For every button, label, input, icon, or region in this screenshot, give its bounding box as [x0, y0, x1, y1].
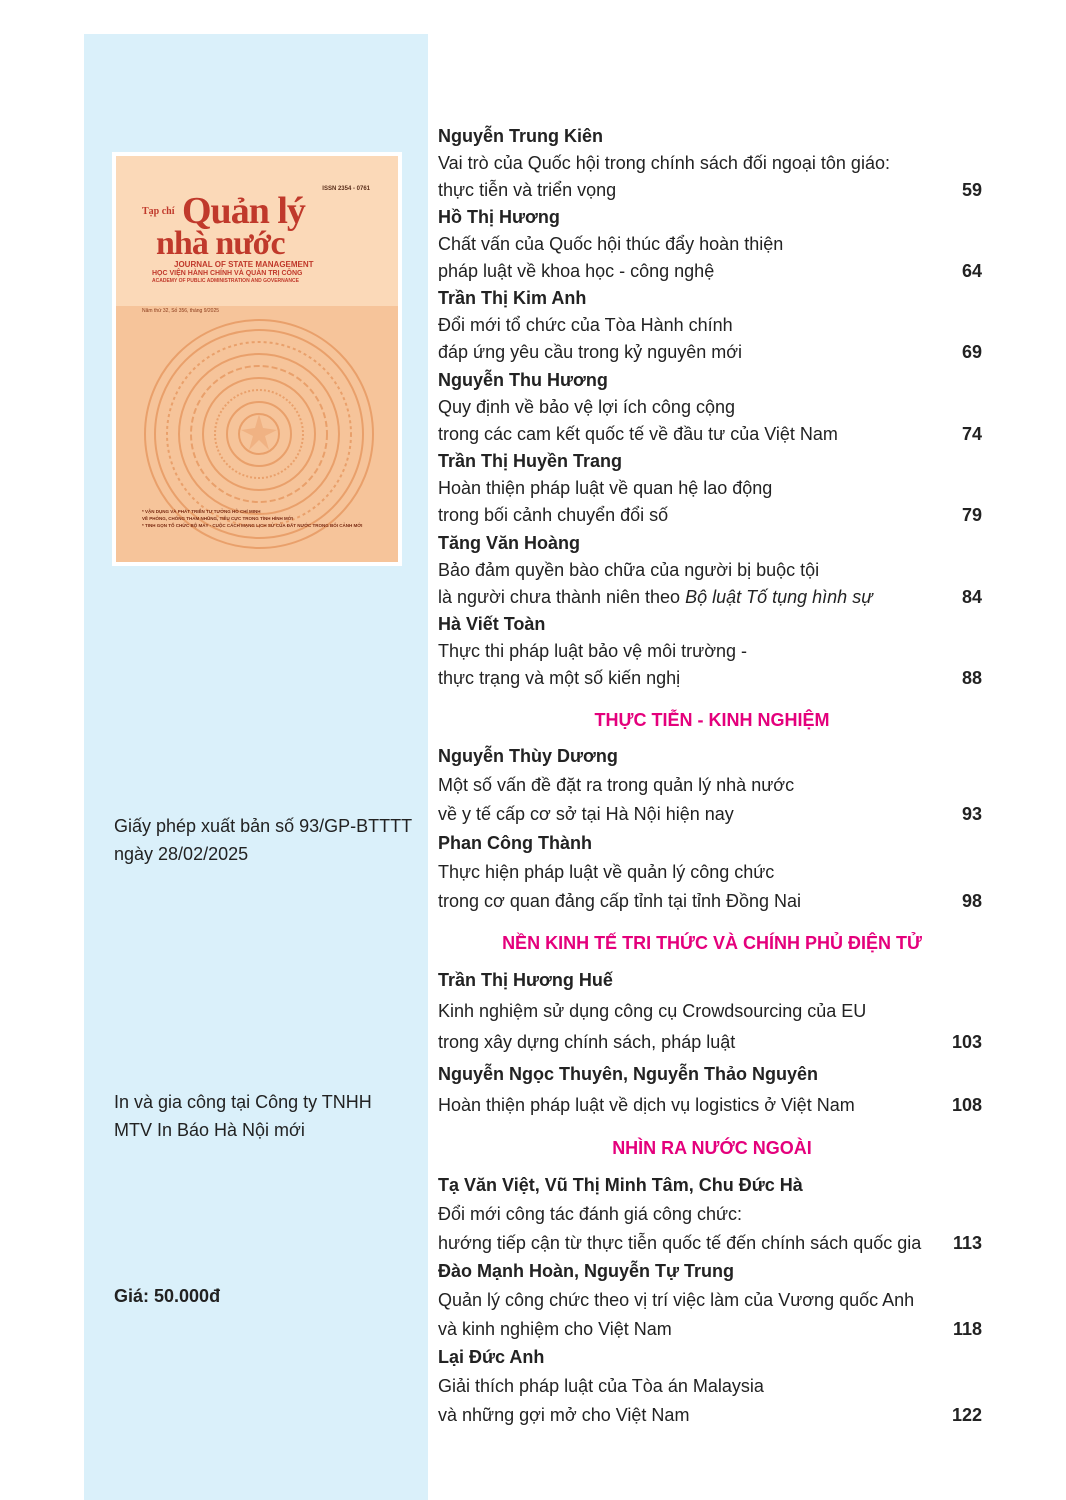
toc-title-line: Vai trò của Quốc hội trong chính sách đối ngoại tôn giáo:: [438, 153, 890, 173]
toc-title-line: Thực hiện pháp luật về quản lý công chức: [438, 862, 775, 882]
toc-title-line: pháp luật về khoa học - công nghệ: [438, 261, 715, 281]
toc-page-number: 64: [961, 261, 982, 281]
printer-line-2: MTV In Báo Hà Nội mới: [114, 1120, 305, 1140]
toc-title-line: Hoàn thiện pháp luật về quan hệ lao động: [438, 478, 773, 498]
cover-title-line2: nhà nước: [156, 225, 285, 262]
toc-title-text: là người chưa thành niên theo: [438, 587, 686, 607]
toc-page-number: 113: [952, 1233, 982, 1253]
toc-title-line: Giải thích pháp luật của Tòa án Malaysia: [438, 1376, 764, 1396]
toc-author: Phan Công Thành: [438, 833, 592, 853]
cover-tapchi: Tạp chí: [142, 206, 175, 217]
toc-author: Trần Thị Huyền Trang: [438, 451, 623, 471]
toc-title-line: trong cơ quan đảng cấp tỉnh tại tỉnh Đồng Nai: [438, 891, 802, 911]
toc-author: Hồ Thị Hương: [438, 207, 560, 227]
toc-author: Đào Mạnh Hoàn, Nguyễn Tự Trung: [438, 1261, 735, 1281]
printer-line-1: In và gia công tại Công ty TNHH: [114, 1092, 372, 1112]
toc-title-line: Chất vấn của Quốc hội thúc đẩy hoàn thiện: [438, 234, 784, 254]
toc-page-number: 93: [961, 804, 982, 824]
toc-page-number: 108: [951, 1095, 982, 1115]
license-line-2: ngày 28/02/2025: [114, 844, 249, 864]
toc-title-line: Một số vấn đề đặt ra trong quản lý nhà nước: [438, 775, 795, 795]
cover-institute-vn: HỌC VIỆN HÀNH CHÍNH VÀ QUẢN TRỊ CÔNG: [152, 270, 303, 277]
cover-english-title: JOURNAL OF STATE MANAGEMENT: [174, 260, 314, 269]
cover-note-1: * VẬN DỤNG VÀ PHÁT TRIỂN TƯ TƯỞNG HỒ CHÍ MINH: [142, 509, 261, 514]
toc-title-line: trong bối cảnh chuyển đổi số: [438, 505, 669, 525]
toc-title-line: và những gợi mở cho Việt Nam: [438, 1405, 690, 1425]
toc-title-line: đáp ứng yêu cầu trong kỷ nguyên mới: [438, 342, 743, 362]
toc-author: Nguyễn Ngọc Thuyên, Nguyễn Thảo Nguyên: [438, 1064, 819, 1084]
toc-page-number: 88: [961, 668, 982, 688]
toc-page-number: 122: [951, 1405, 982, 1425]
toc-author: Nguyễn Thu Hương: [438, 370, 608, 390]
toc-author: Tạ Văn Việt, Vũ Thị Minh Tâm, Chu Đức Hà: [438, 1175, 803, 1195]
toc-title-line: thực tiễn và triển vọng: [438, 180, 617, 200]
section-heading: NHÌN RA NƯỚC NGOÀI: [612, 1138, 812, 1158]
toc-author: Nguyễn Trung Kiên: [438, 126, 604, 146]
toc-title-line: Thực thi pháp luật bảo vệ môi trường -: [438, 641, 748, 661]
section-heading: NỀN KINH TẾ TRI THỨC VÀ CHÍNH PHỦ ĐIỆN TỬ: [502, 933, 922, 953]
toc-title-line: hướng tiếp cận từ thực tiễn quốc tế đến chính sách quốc gia: [438, 1233, 922, 1253]
toc-page-number: 84: [961, 587, 982, 607]
toc-title-line: trong xây dựng chính sách, pháp luật: [438, 1032, 736, 1052]
toc-page-number: 98: [961, 891, 982, 911]
toc-page-number: 74: [961, 424, 982, 444]
cover-issn: ISSN 2354 - 0761: [322, 186, 370, 192]
cover-note-3: * TINH GỌN TỔ CHỨC BỘ MÁY - CUỘC CÁCH MẠNG LỊCH SỬ CỦA ĐẤT NƯỚC TRONG BỐI CẢNH MỚI: [142, 523, 363, 528]
journal-cover: [112, 152, 402, 566]
toc-title-line: Quy định về bảo vệ lợi ích công cộng: [438, 397, 735, 417]
toc-title-line: thực trạng và một số kiến nghị: [438, 668, 681, 688]
toc-page-number: 59: [961, 180, 982, 200]
section-heading: THỰC TIỄN - KINH NGHIỆM: [594, 710, 830, 730]
toc-title-line: về y tế cấp cơ sở tại Hà Nội hiện nay: [438, 804, 734, 824]
toc-author: Nguyễn Thùy Dương: [438, 746, 618, 766]
cover-notes: [142, 508, 388, 529]
toc-author: Trần Thị Hương Huế: [438, 970, 613, 990]
toc-author: Hà Viết Toàn: [438, 614, 546, 634]
price: Giá: 50.000đ: [114, 1286, 221, 1306]
toc-title-line: Bảo đảm quyền bào chữa của người bị buộc tội: [438, 560, 820, 580]
toc-page-number: 118: [952, 1319, 982, 1339]
toc-title-italic: Bộ luật Tố tụng hình sự: [685, 587, 873, 607]
toc-page-number: 79: [961, 505, 982, 525]
toc-author: Tăng Văn Hoàng: [438, 533, 581, 553]
toc-title-line: trong các cam kết quốc tế về đầu tư của Việt Nam: [438, 424, 838, 444]
toc-title-line: Đổi mới tổ chức của Tòa Hành chính: [438, 315, 733, 335]
cover-artwork: [116, 156, 398, 562]
toc-title-line: và kinh nghiệm cho Việt Nam: [438, 1319, 672, 1339]
printer-info: [114, 1088, 372, 1144]
license-line-1: Giấy phép xuất bản số 93/GP-BTTTT: [114, 816, 413, 836]
cover-title-line1: Quản lý: [182, 190, 305, 232]
toc-page-number: 69: [961, 342, 982, 362]
toc-author: Lại Đức Anh: [438, 1347, 545, 1367]
license-info: [114, 812, 412, 868]
toc-title-line: Đổi mới công tác đánh giá công chức:: [438, 1204, 743, 1224]
cover-issue: Năm thứ 32, Số 356, tháng 9/2025: [142, 308, 220, 314]
cover-note-2: VỀ PHÒNG, CHỐNG THAM NHŨNG, TIÊU CỰC TRONG TÌNH HÌNH MỚI: [142, 516, 293, 521]
cover-institute-en: ACADEMY OF PUBLIC ADMINISTRATION AND GOVERNANCE: [152, 278, 299, 284]
toc-author: Trần Thị Kim Anh: [438, 288, 587, 308]
toc-title-line: Kinh nghiệm sử dụng công cụ Crowdsourcing của EU: [438, 1001, 867, 1021]
toc-title-line: Quản lý công chức theo vị trí việc làm của Vương quốc Anh: [438, 1290, 915, 1310]
toc-page-number: 103: [951, 1032, 982, 1052]
toc-title-line: Hoàn thiện pháp luật về dịch vụ logistics ở Việt Nam: [438, 1095, 855, 1115]
toc-title-line: [438, 587, 873, 608]
